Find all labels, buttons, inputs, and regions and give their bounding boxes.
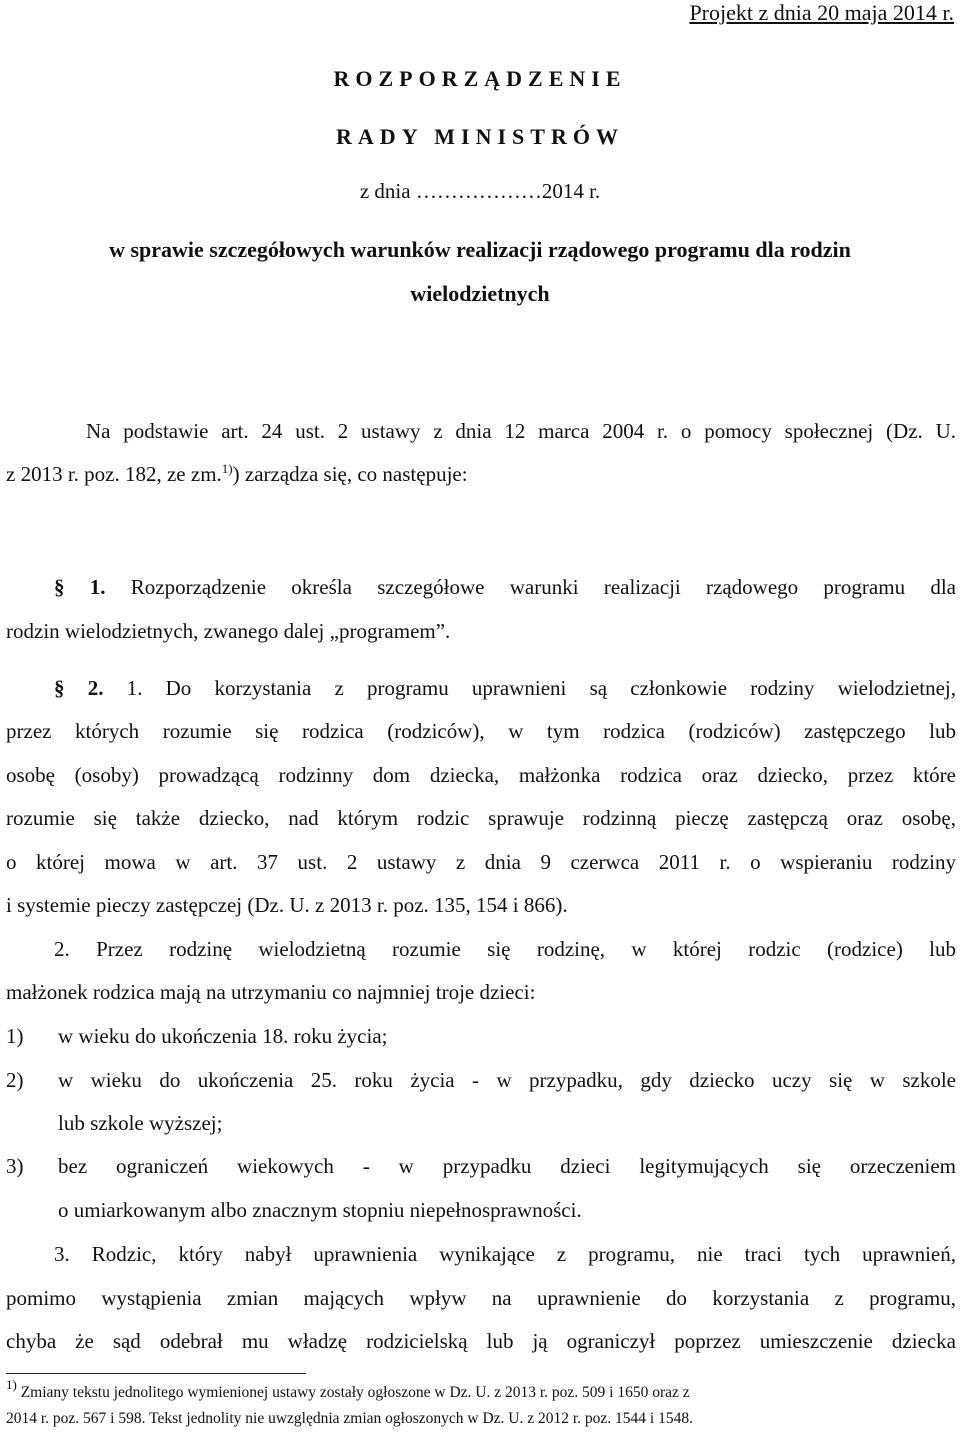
section-3-line-3: chyba że sąd odebrał mu władzę rodzicielską lub ją ograniczył poprzez umieszczenie dziecka bbox=[6, 1329, 956, 1353]
paragraph-1-line-1 bbox=[54, 575, 956, 600]
preamble-line-2 bbox=[6, 462, 468, 487]
section-1-line-2: przez których rozumie się rodzica (rodziców), w tym rodzica (rodziców) zastępczego lub bbox=[6, 719, 956, 743]
list-item-1-number: 1) bbox=[6, 1024, 24, 1048]
list-item-2-line-2: lub szkole wyższej; bbox=[58, 1111, 223, 1135]
subject-line-1: w sprawie szczegółowych warunków realizacji rządowego programu dla rodzin bbox=[109, 237, 851, 262]
list-item-2-line-1: w wieku do ukończenia 25. roku życia - w przypadku, gdy dziecko uczy się w szkole bbox=[58, 1068, 956, 1092]
paragraph-2-marker: § 2. bbox=[54, 676, 104, 700]
footnote-marker: 1) bbox=[6, 1377, 17, 1392]
paragraph-1-marker: § 1. bbox=[54, 575, 106, 599]
footnote-reference: 1) bbox=[221, 461, 233, 476]
list-item-3-line-1: bez ograniczeń wiekowych - w przypadku dzieci legitymujących się orzeczeniem bbox=[58, 1154, 956, 1178]
preamble-citation: z 2013 r. poz. 182, ze zm. bbox=[6, 462, 222, 486]
date-prefix: z dnia bbox=[359, 179, 411, 203]
footnote-line-2: 2014 r. poz. 567 i 598. Tekst jednolity nie uwzględnia zmian ogłoszonych w Dz. U. z 2012 r. poz. 1544 i 1548. bbox=[6, 1410, 693, 1427]
section-2-line-2: małżonek rodzica mają na utrzymaniu co najmniej troje dzieci: bbox=[6, 980, 536, 1004]
section-1-line-5: o której mowa w art. 37 ust. 2 ustawy z dnia 9 czerwca 2011 r. o wspieraniu rodziny bbox=[6, 850, 956, 874]
list-item-3-line-2: o umiarkowanym albo znacznym stopniu niepełnosprawności. bbox=[58, 1198, 582, 1222]
paragraph-2-line-1 bbox=[54, 676, 956, 701]
document-type-title: ROZPORZĄDZENIE bbox=[333, 66, 627, 91]
project-date-label: Projekt z dnia 20 maja 2014 r. bbox=[689, 0, 954, 25]
date-placeholder: ……………… bbox=[415, 179, 542, 203]
section-3-line-1: 3. Rodzic, który nabył uprawnienia wynikające z programu, nie traci tych uprawnień, bbox=[54, 1242, 956, 1266]
footnote-separator bbox=[6, 1373, 306, 1374]
paragraph-1-line-2: rodzin wielodzietnych, zwanego dalej „programem”. bbox=[6, 619, 451, 643]
section-1-line-6: i systemie pieczy zastępczej (Dz. U. z 2013 r. poz. 135, 154 i 866). bbox=[6, 893, 568, 917]
date-year: 2014 r. bbox=[541, 179, 601, 203]
section-1-line-3: osobę (osoby) prowadzącą rodzinny dom dziecka, małżonka rodzica oraz dziecko, przez które bbox=[6, 763, 956, 787]
document-date-line bbox=[0, 179, 960, 204]
paragraph-1-text: Rozporządzenie określa szczegółowe warunki realizacji rządowego programu dla bbox=[130, 575, 956, 599]
list-item-2-number: 2) bbox=[6, 1068, 24, 1092]
section-3-line-2: pomimo wystąpienia zmian mających wpływ na uprawnienie do korzystania z programu, bbox=[6, 1286, 956, 1310]
issuer-title: RADY MINISTRÓW bbox=[336, 124, 624, 149]
section-1-text: 1. Do korzystania z programu uprawnieni są członkowie rodziny wielodzietnej, bbox=[126, 676, 957, 700]
list-item-3-number: 3) bbox=[6, 1154, 24, 1178]
preamble-line-1: Na podstawie art. 24 ust. 2 ustawy z dnia 12 marca 2004 r. o pomocy społecznej (Dz. U. bbox=[86, 419, 956, 443]
section-1-line-4: rozumie się także dziecko, nad którym rodzic sprawuje rodzinną pieczę zastępczą oraz osobę, bbox=[6, 806, 956, 830]
preamble-enactment: ) zarządza się, co następuje: bbox=[232, 462, 468, 486]
list-item-1-text: w wieku do ukończenia 18. roku życia; bbox=[58, 1024, 388, 1048]
footnote-line-1 bbox=[6, 1377, 690, 1402]
footnote-text-1: Zmiany tekstu jednolitego wymienionej ustawy zostały ogłoszone w Dz. U. z 2013 r. poz. 509 i 1650 oraz z bbox=[20, 1384, 690, 1401]
subject-line-2: wielodzietnych bbox=[410, 281, 550, 306]
section-2-line-1: 2. Przez rodzinę wielodzietną rozumie się rodzinę, w której rodzic (rodzice) lub bbox=[54, 937, 956, 961]
